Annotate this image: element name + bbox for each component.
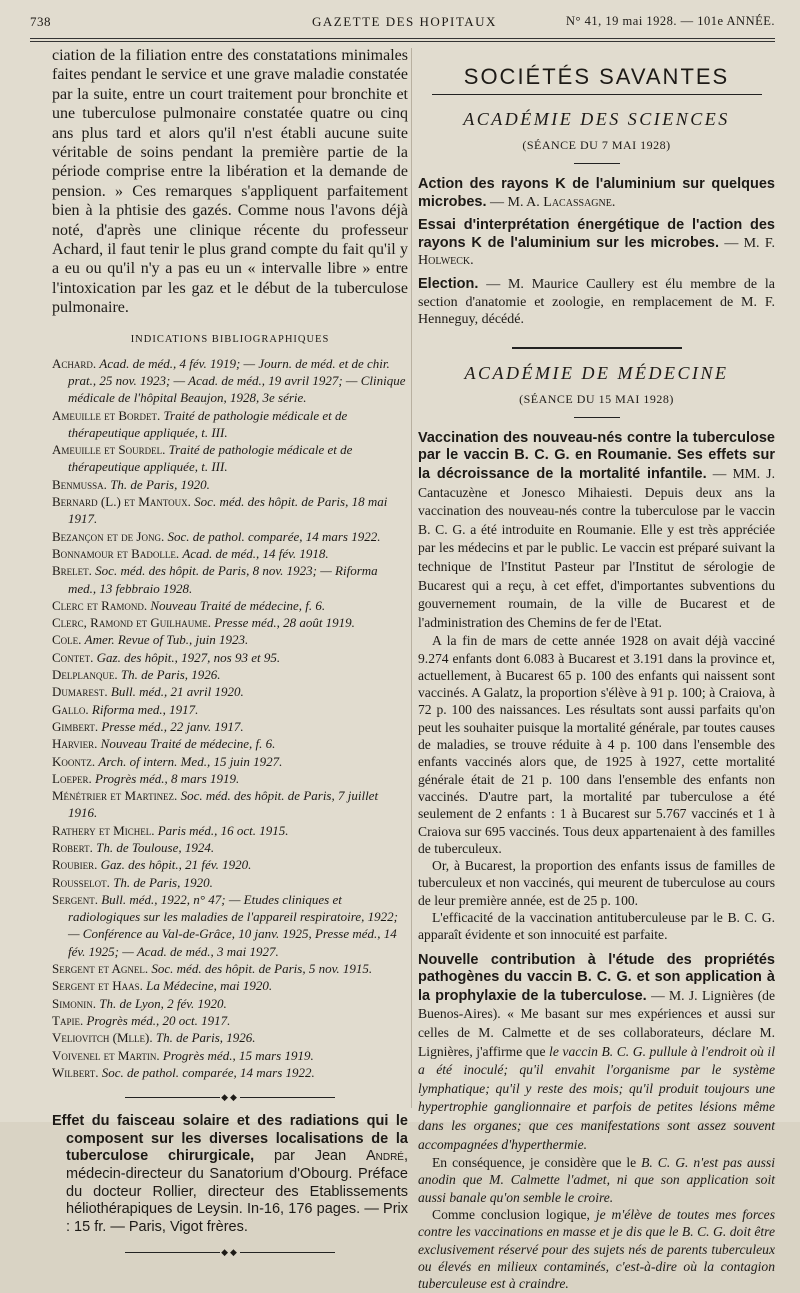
reference-author: Contet. — [52, 649, 94, 665]
reference-item — [52, 666, 408, 683]
book-author: André — [365, 1148, 404, 1165]
intro-paragraph: ciation de la filiation entre des constatations minimales faites pendant le service et une grave maladie constatée par la suite, entre un court traitement pour bronchite et une tuberculose pulmonaire constatée quatre ou cinq ans plus tard et alors qu'il n'est établi aucune suite véritable de soins pendant la première partie de la période comprise entre la libération et la demande de pension. » Ces remarques s'appliquent parfaitement bien à la phtisie des gazés. Comme nous l'avons déjà noté, d'après une clinique récente du professeur Achard, il faut tenir le plus grand compte du fait qu'il y a eu ou qu'il n'y a pas eu un « intervalle libre » entre l'intoxication par les gaz et le début de la tuberculose pulmonaire. — [52, 47, 408, 317]
academy-separator — [512, 347, 682, 349]
reference-item — [52, 770, 408, 787]
reference-author: Benmussa. — [52, 476, 107, 492]
reference-source: Soc. de pathol. comparée, 14 mars 1922. — [101, 1064, 315, 1080]
reference-item — [52, 649, 408, 666]
sciences-item-3: Election. — M. Maurice Caullery est élu membre de la section d'anatomie et zoologie, en remplacement de M. F. Henneguy, décédé. — [418, 275, 775, 328]
reference-source: Nouveau Traité de médecine, f. 6. — [150, 597, 326, 613]
short-rule-2 — [574, 417, 620, 418]
reference-source: Soc. méd. des hôpit. de Paris, 18 mai 1917. — [68, 494, 388, 527]
reference-source: Th. de Lyon, 2 fév. 1920. — [99, 995, 227, 1011]
reference-source: Progrès méd., 15 mars 1919. — [162, 1047, 314, 1063]
reference-author: Delplanque. — [52, 667, 118, 683]
academy-medecine-session: (SÉANCE DU 15 MAI 1928) — [519, 391, 674, 406]
medecine-item-2: Nouvelle contribution à l'étude des propriétés pathogènes du vaccin B. C. G. et son application à la prophylaxie de la tuberculose. — M. J. Lignières (de Buenos-Aires). « Me basant sur mes expériences et aussi sur celles de M. Calmette et de ses collaborateurs, déclare M. Lignières, j'affirme que le vaccin B. C. G. pullule à l'endroit où il a été inoculé; qu'il envahit l'organisme par le système lymphatique; qu'il y reste des mois; qu'il produit toujours une hypertrophie ganglionnaire et parfois de petites lésions même dans les organes; que ces manifestations sont assez souvent accompagnées d'hyperthermie. — [418, 951, 775, 1152]
reference-source: Progrès méd., 8 mars 1919. — [94, 770, 240, 786]
reference-source: Gaz. des hôpit., 21 fév. 1920. — [100, 857, 252, 873]
reference-item — [52, 683, 408, 700]
reference-author: Veliovitch (Mlle). — [52, 1030, 153, 1046]
reference-author: Rousselot. — [52, 874, 110, 890]
reference-author: Sergent et Haas. — [52, 978, 143, 994]
reference-author: Loeper. — [52, 770, 92, 786]
reference-source: Traité de pathologie médicale et de thérapeutique appliquée, t. III. — [68, 442, 353, 475]
reference-author: Gimbert. — [52, 718, 99, 734]
reference-item — [52, 614, 408, 631]
medecine-para-2: A la fin de mars de cette année 1928 on avait déjà vacciné 9.274 enfants dont 6.083 à Bucarest et 3.191 dans la province et, actuellement, à Bucarest 65 p. 100 des enfants qui naissent sont vaccinés. A Galatz, la proportion s'élève à 91 p. 100; à Craiova, à 72 p. 100 des naissances. Les résultats sont aussi parfaits qu'on peut les souhaiter puisque la mortalité générale, par toutes causes de maladies, se trouve réduite à 4 p. 100 dans l'ensemble des enfants vaccinés alors que, de 1925 à 1927, cette mortalité générale était de 21 p. 100 dans l'ensemble des enfants non vaccinés. D'autre part, la mortalité par tuberculose a été seulement de 2 enfants : 1 à Bucarest sur 5.767 vaccinés et 1 à Craiova sur 695 vaccinés. Tous deux appartenaient à des familles de tuberculeux. — [418, 633, 775, 856]
book-review: Effet du faisceau solaire et des radiations qui le composent sur les diverses localisations de la tuberculose chirurgicale, par Jean André, médecin-directeur du Sanatorium d'Obourg. Préface du docteur Rollier, directeur des Etablissements héliothérapiques de Leysin. In-16, 176 pages. — Prix : 15 fr. — Paris, Vigot frères. — [52, 1113, 408, 1235]
reference-author: Ameuille et Sourdel. — [52, 442, 166, 458]
reference-author: Ameuille et Bordet. — [52, 407, 161, 423]
reference-item — [52, 735, 408, 752]
reference-source: Progrès méd., 20 oct. 1917. — [86, 1012, 231, 1028]
section-separator-end: ◆◆ — [52, 1246, 408, 1258]
sciences-item-1: Action des rayons K de l'aluminium sur quelques microbes. — M. A. Lacassagne. — [418, 176, 775, 210]
reference-item — [52, 856, 408, 873]
reference-source: Arch. of intern. Med., 15 juin 1927. — [98, 753, 283, 769]
reference-source: Presse méd., 22 janv. 1917. — [101, 718, 244, 734]
reference-item — [52, 960, 408, 977]
reference-item — [52, 787, 408, 822]
reference-source: Soc. méd. des hôpit. de Paris, 7 juillet 1916. — [68, 788, 379, 821]
journal-title: GAZETTE DES HOPITAUX — [312, 14, 497, 29]
medecine-item-1: Vaccination des nouveau-nés contre la tuberculose par le vaccin B. C. G. en Roumanie. Ses effets sur la décroissance de la mortalité infantile. — MM. J. Cantacuzène et Jonesco Mihaiesti. Depuis deux ans la vaccination des nouveau-nés contre la tuberculose par le vaccin B. C. G. a été introduite en Roumanie. Elle y est très appréciée par les médecins et par le public. Le vaccin est préparé suivant la technique de l'Institut Pasteur par l'Institut de sérologie de Bucarest qui a reçu, à cet effet, d'importantes subventions du gouvernement roumain, de la ville de Bucarest et de l'administration des Chemins de fer de l'Etat. — [418, 429, 775, 630]
academy-medecine-title: ACADÉMIE DE MÉDECINE — [464, 362, 729, 383]
reference-source: Th. de Paris, 1920. — [113, 874, 213, 890]
reference-author: Bernard (L.) et Mantoux. — [52, 494, 191, 510]
reference-item — [52, 753, 408, 770]
reference-item — [52, 441, 408, 476]
reference-author: Clerc, Ramond et Guilhaume. — [52, 615, 211, 631]
reference-item — [52, 874, 408, 891]
issue-info: N° 41, 19 mai 1928. — 101e ANNÉE. — [566, 14, 775, 28]
section-separator: ◆◆ — [52, 1091, 408, 1103]
reference-list — [52, 355, 408, 1081]
reference-item — [52, 995, 408, 1012]
sciences-item-2: Essai d'interprétation énergétique de l'action des rayons K de l'aluminium sur les microbes. — M. F. Holweck. — [418, 217, 775, 269]
reference-item — [52, 1012, 408, 1029]
book-details: , médecin-directeur du Sanatorium d'Obourg. Préface du docteur Rollier, directeur des Etablissements héliothérapiques de Leysin. In-16, 176 pages. — Prix : 15 fr. — Paris, Vigot frères. — [66, 1148, 408, 1235]
reference-author: Sergent et Agnel. — [52, 961, 149, 977]
section-rule — [432, 94, 762, 95]
reference-source: Soc. méd. des hôpit. de Paris, 5 nov. 1915. — [151, 961, 373, 977]
reference-source: Acad. de méd., 14 fév. 1918. — [182, 545, 329, 561]
reference-author: Bonnamour et Badolle. — [52, 545, 180, 561]
reference-author: Robert. — [52, 840, 93, 855]
reference-source: Nouveau Traité de médecine, f. 6. — [100, 736, 276, 752]
reference-source: Th. de Paris, 1920. — [110, 476, 210, 492]
reference-source: Soc. de pathol. comparée, 14 mars 1922. — [167, 528, 381, 544]
reference-item — [52, 528, 408, 545]
header-rule-2 — [30, 41, 775, 42]
reference-author: Gallo. — [52, 701, 89, 717]
book-title: Effet du faisceau solaire et des radiations qui le composent sur les diverses localisations de la tuberculose chirurgicale, — [52, 1113, 408, 1165]
reference-source: Acad. de méd., 4 fév. 1919; — Journ. de méd. et de chir. prat., 25 nov. 1923; — Acad. de méd., 19 avril 1927; — Clinique médicale de l'hôpital Beaujon, 1928, 3e série. — [68, 355, 406, 406]
reference-item — [52, 718, 408, 735]
reference-author: Simonin. — [52, 995, 96, 1011]
medecine-para-4: L'efficacité de la vaccination antituberculeuse par le B. C. G. apparaît évidente et son innocuité est parfaite. — [418, 910, 775, 943]
right-column — [418, 46, 775, 1293]
reference-item — [52, 1029, 408, 1046]
reference-author: Sergent. — [52, 891, 98, 907]
reference-author: Voivenel et Martin. — [52, 1047, 160, 1063]
reference-author: Wilbert. — [52, 1064, 99, 1080]
reference-author: Clerc et Ramond. — [52, 597, 148, 613]
reference-item — [52, 1064, 408, 1081]
reference-item — [52, 977, 408, 994]
reference-item — [52, 476, 408, 493]
reference-source: Paris méd., 16 oct. 1915. — [157, 822, 289, 838]
reference-item — [52, 545, 408, 562]
reference-author: Harvier. — [52, 736, 98, 752]
academy-sciences-title: ACADÉMIE DES SCIENCES — [463, 109, 730, 129]
reference-author: Achard. — [52, 355, 97, 371]
reference-author: Tapie. — [52, 1012, 84, 1028]
reference-source: La Médecine, mai 1920. — [146, 978, 273, 994]
reference-author: Koontz. — [52, 753, 96, 769]
reference-source: Traité de pathologie médicale et de thérapeutique appliquée, t. III. — [68, 407, 348, 440]
reference-author: Roubier. — [52, 857, 98, 873]
reference-item — [52, 1047, 408, 1064]
reference-source: Riforma med., 1917. — [91, 701, 199, 717]
reference-item — [52, 597, 408, 614]
reference-author: Bezançon et de Jong. — [52, 528, 165, 544]
reference-item — [52, 562, 408, 597]
reference-source: Th. de Toulouse, 1924. — [96, 840, 215, 855]
reference-item — [52, 493, 408, 528]
reference-source: Bull. méd., 21 avril 1920. — [110, 684, 244, 700]
reference-item — [52, 701, 408, 718]
reference-source: Soc. méd. des hôpit. de Paris, 8 nov. 1923; — Riforma med., 13 febbraio 1928. — [68, 563, 378, 596]
reference-item — [52, 822, 408, 839]
reference-author: Ménétrier et Martinez. — [52, 788, 178, 804]
medecine-para-5: En conséquence, je considère que le B. C. G. n'est pas aussi anodin que M. Calmette l'admet, ni que son application soit aussi banale qu'on semble le croire. — [418, 1155, 775, 1205]
reference-item — [52, 631, 408, 648]
reference-source: Gaz. des hôpit., 1927, nos 93 et 95. — [96, 649, 281, 665]
reference-source: Bull. méd., 1922, n° 47; — Etudes cliniques et radiologiques sur les maladies de l'appareil respiratoire, 1922; — Conférence au Val-de-Grâce, 10 janv. 1925, Presse méd., 14 fév. 1925; — Acad. de méd., 3 mai 1927. — [68, 891, 398, 959]
reference-item — [52, 891, 408, 960]
medecine-para-3: Or, à Bucarest, la proportion des enfants issus de familles de tuberculeux et non vaccinés, qui meurent de tuberculose au cours de leur première année, est de 25 p. 100. — [418, 858, 775, 908]
reference-item — [52, 407, 408, 442]
reference-author: Cole. — [52, 632, 82, 648]
reference-source: Th. de Paris, 1926. — [155, 1030, 256, 1046]
section-title: SOCIÉTÉS SAVANTES — [463, 64, 730, 89]
header-rule — [30, 38, 775, 39]
short-rule — [574, 163, 620, 164]
page-number: 738 — [30, 14, 51, 29]
reference-item — [52, 355, 408, 407]
biblio-heading: INDICATIONS BIBLIOGRAPHIQUES — [130, 333, 330, 345]
reference-author: Brelet. — [52, 563, 92, 579]
running-header — [30, 14, 775, 36]
column-divider — [411, 48, 412, 1108]
reference-author: Dumarest. — [52, 684, 108, 700]
reference-source: Th. de Paris, 1926. — [120, 667, 221, 683]
reference-source: Amer. Revue of Tub., juin 1923. — [84, 632, 249, 648]
medecine-para-6: Comme conclusion logique, je m'élève de toutes mes forces contre les vaccinations en masse et je dis que le B. C. G. doit être exclusivement réservé pour des sujets nés de parents tuberculeux ou élevés en milieux contaminés, c'est-à-dire où la contagion tuberculeuse est à craindre. — [418, 1207, 775, 1292]
left-column — [52, 46, 408, 1268]
reference-source: Presse méd., 28 août 1919. — [214, 615, 355, 631]
reference-item — [52, 839, 408, 856]
reference-author: Rathery et Michel. — [52, 822, 155, 838]
academy-sciences-session: (SÉANCE DU 7 MAI 1928) — [522, 138, 671, 152]
